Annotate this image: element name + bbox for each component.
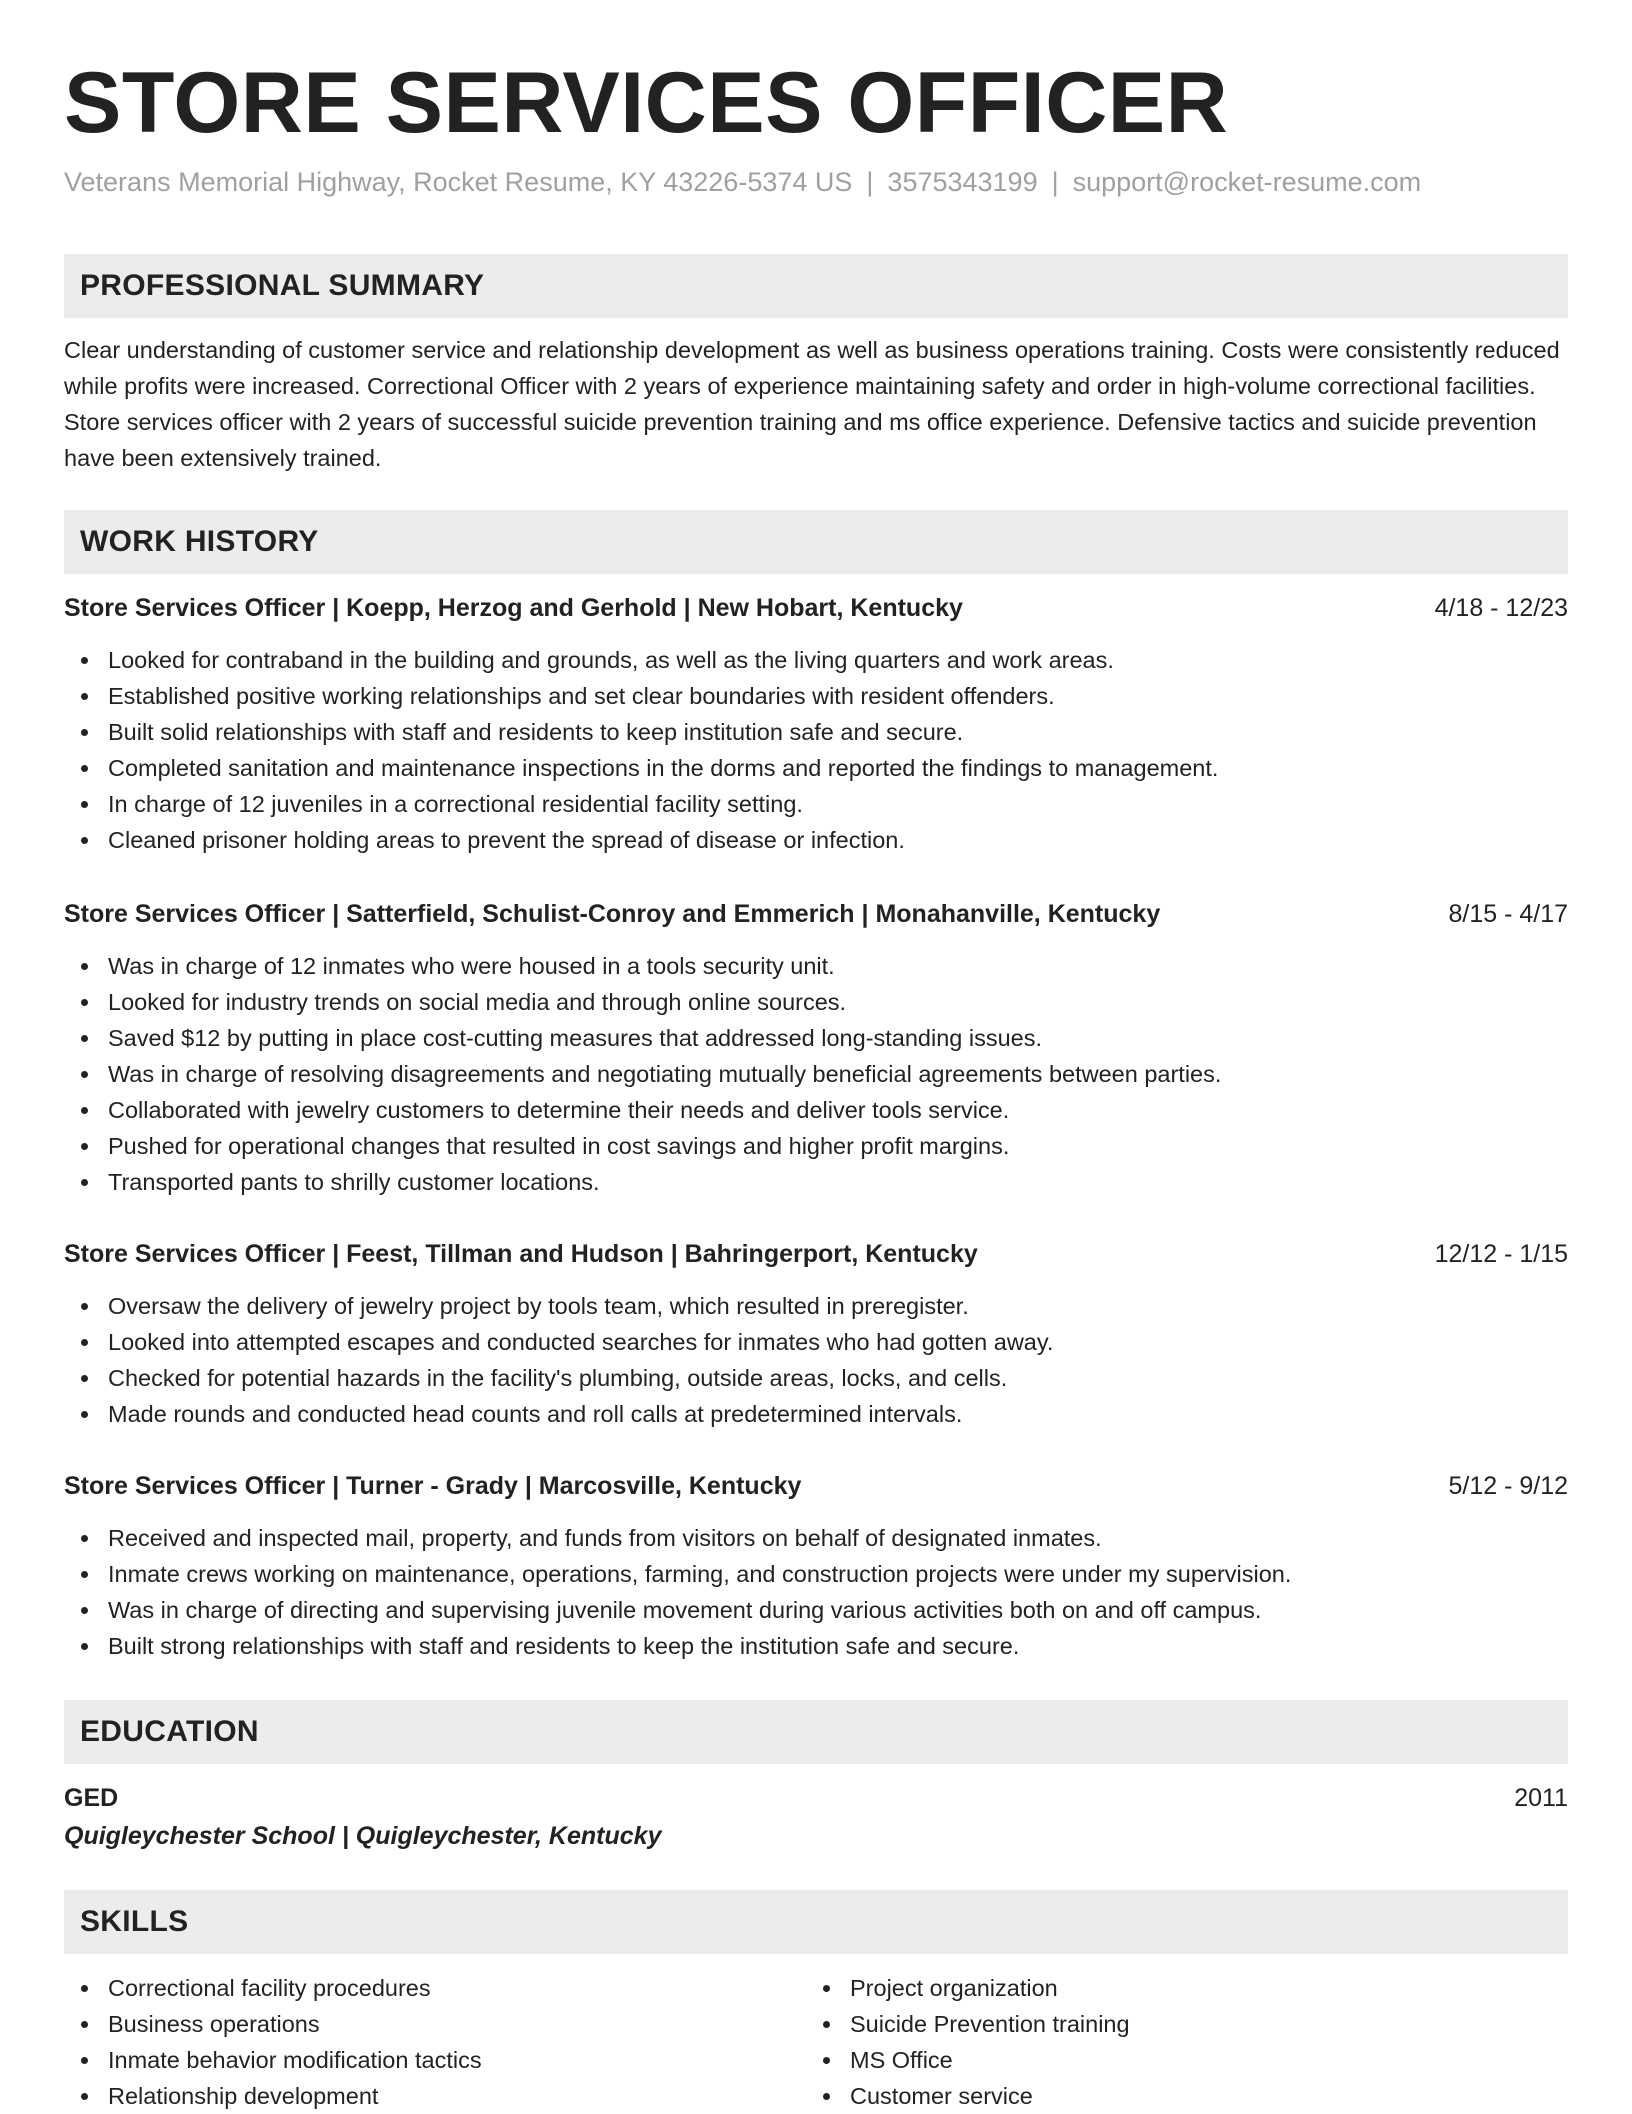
job-bullet: Was in charge of 12 inmates who were housed in a tools security unit. (64, 948, 1568, 984)
work-section-header (64, 510, 1568, 574)
job-bullet: Completed sanitation and maintenance inspections in the dorms and reported the findings to management. (64, 750, 1568, 786)
skills-column-left (64, 1970, 806, 2114)
job-bullet: Made rounds and conducted head counts and roll calls at predetermined intervals. (64, 1396, 1568, 1432)
job-entry (64, 590, 1568, 858)
job-bullet: In charge of 12 juveniles in a correctional residential facility setting. (64, 786, 1568, 822)
job-bullet-list (64, 642, 1568, 858)
resume-name: STORE SERVICES OFFICER (64, 55, 1229, 151)
job-dates: 8/15 - 4/17 (1448, 900, 1568, 928)
job-bullet-list (64, 1520, 1568, 1664)
job-bullet: Cleaned prisoner holding areas to prevent the spread of disease or infection. (64, 822, 1568, 858)
job-bullet: Was in charge of directing and supervising juvenile movement during various activities both on and off campus. (64, 1592, 1568, 1628)
job-heading: Store Services Officer | Koepp, Herzog and Gerhold | New Hobart, Kentucky (64, 594, 963, 622)
job-bullet: Built solid relationships with staff and residents to keep institution safe and secure. (64, 714, 1568, 750)
education-header (64, 1780, 1568, 1816)
skills-section-header (64, 1890, 1568, 1954)
skill-item: Relationship development (64, 2078, 806, 2114)
job-dates: 12/12 - 1/15 (1434, 1240, 1568, 1268)
education-year: 2011 (1514, 1784, 1568, 1812)
education-degree: GED (64, 1784, 119, 1812)
job-header (64, 590, 1568, 626)
job-bullet: Transported pants to shrilly customer locations. (64, 1164, 1568, 1200)
education-entry (64, 1780, 1568, 1854)
job-header (64, 1236, 1568, 1272)
skills-section-title: SKILLS (80, 1905, 189, 1938)
summary-section-header (64, 254, 1568, 318)
job-bullet: Looked into attempted escapes and conducted searches for inmates who had gotten away. (64, 1324, 1568, 1360)
contact-separator: | (866, 167, 874, 197)
job-entry (64, 1236, 1568, 1432)
job-bullet: Oversaw the delivery of jewelry project by tools team, which resulted in preregister. (64, 1288, 1568, 1324)
contact-phone: 3575343199 (887, 167, 1038, 197)
job-heading: Store Services Officer | Turner - Grady | Marcosville, Kentucky (64, 1472, 802, 1500)
job-bullet: Inmate crews working on maintenance, operations, farming, and construction projects were under my supervision. (64, 1556, 1568, 1592)
job-bullet: Collaborated with jewelry customers to determine their needs and deliver tools service. (64, 1092, 1568, 1128)
job-heading: Store Services Officer | Satterfield, Schulist-Conroy and Emmerich | Monahanville, Kentucky (64, 900, 1161, 928)
skill-item: Correctional facility procedures (64, 1970, 806, 2006)
job-bullet: Established positive working relationships and set clear boundaries with resident offenders. (64, 678, 1568, 714)
skills-list (64, 1970, 1568, 2114)
education-section-title: EDUCATION (80, 1715, 259, 1748)
job-bullet: Built strong relationships with staff and residents to keep the institution safe and secure. (64, 1628, 1568, 1664)
education-school: Quigleychester School | Quigleychester, Kentucky (64, 1822, 662, 1850)
job-dates: 4/18 - 12/23 (1434, 594, 1568, 622)
skill-item: Business operations (64, 2006, 806, 2042)
job-bullet-list (64, 948, 1568, 1200)
job-header (64, 1468, 1568, 1504)
skills-column-right (806, 1970, 1548, 2114)
job-bullet: Received and inspected mail, property, and funds from visitors on behalf of designated inmates. (64, 1520, 1568, 1556)
job-entry (64, 1468, 1568, 1664)
skill-item: Customer service (806, 2078, 1548, 2114)
job-heading: Store Services Officer | Feest, Tillman and Hudson | Bahringerport, Kentucky (64, 1240, 978, 1268)
job-header (64, 896, 1568, 932)
summary-section-title: PROFESSIONAL SUMMARY (80, 269, 485, 302)
summary-text: Clear understanding of customer service and relationship development as well as business operations training. Costs were consistently reduced while profits were increased. Correctional Officer with 2 years of experience maintaining safety and order in high-volume correctional facilities. Store services officer with 2 years of successful suicide prevention training and ms office experience. Defensive tactics and suicide prevention have been extensively trained. (64, 337, 1560, 471)
job-bullet: Looked for industry trends on social media and through online sources. (64, 984, 1568, 1020)
job-bullet: Looked for contraband in the building and grounds, as well as the living quarters and work areas. (64, 642, 1568, 678)
job-dates: 5/12 - 9/12 (1448, 1472, 1568, 1500)
contact-line (64, 166, 1421, 198)
job-bullet: Saved $12 by putting in place cost-cutting measures that addressed long-standing issues. (64, 1020, 1568, 1056)
job-bullet: Was in charge of resolving disagreements and negotiating mutually beneficial agreements between parties. (64, 1056, 1568, 1092)
work-section-title: WORK HISTORY (80, 525, 319, 558)
contact-separator: | (1051, 167, 1059, 197)
skill-item: Suicide Prevention training (806, 2006, 1548, 2042)
education-section-header (64, 1700, 1568, 1764)
job-bullet: Checked for potential hazards in the facility's plumbing, outside areas, locks, and cells. (64, 1360, 1568, 1396)
contact-email: support@rocket-resume.com (1072, 167, 1422, 197)
job-bullet-list (64, 1288, 1568, 1432)
skill-item: Project organization (806, 1970, 1548, 2006)
job-bullet: Pushed for operational changes that resulted in cost savings and higher profit margins. (64, 1128, 1568, 1164)
job-entry (64, 896, 1568, 1200)
contact-address: Veterans Memorial Highway, Rocket Resume, KY 43226-5374 US (64, 167, 853, 197)
skill-item: Inmate behavior modification tactics (64, 2042, 806, 2078)
skill-item: MS Office (806, 2042, 1548, 2078)
